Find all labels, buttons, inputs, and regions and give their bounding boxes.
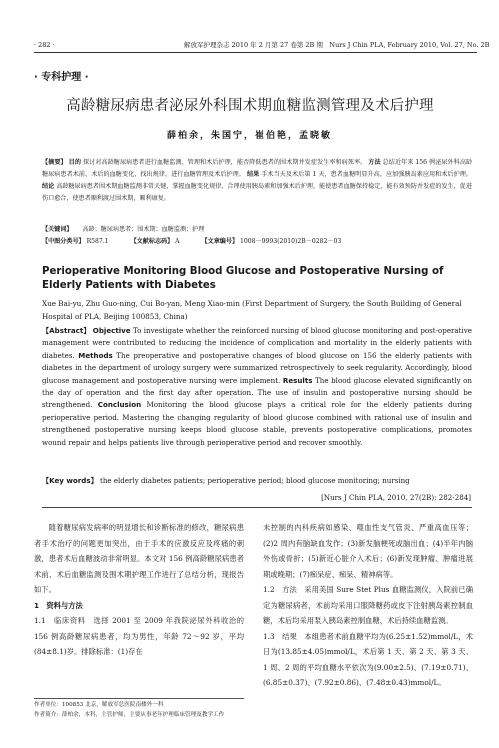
label-abstract: 【摘要】 — [42, 159, 67, 166]
result-text: 手术当天及术后第 1 天，患者血糖明显升高，应加强胰岛素应用和术后护理。 — [261, 171, 473, 178]
section-heading-materials: 1 资料与方法 — [34, 600, 83, 610]
clc-value: R587.1 — [86, 238, 109, 245]
keywords-text: 高龄；糖尿病患者；围术期；血糖监测；护理 — [82, 226, 205, 233]
citation: [Nurs J Chin PLA, 2010, 27(2B): 282-284] — [321, 493, 471, 502]
chinese-authors: 薛柏余，朱国宁，崔伯艳，孟晓敏 — [166, 131, 332, 141]
body-column-right — [263, 520, 473, 691]
objective-text-en: To investigate whether the reinforced nursing of blood glucose monitoring and post-operative management were contributed to reducing the incidence of complication and mortality in the elderly patients with diabetes. — [42, 326, 472, 360]
page-number: · 282 · — [34, 41, 55, 49]
author-footnote — [34, 698, 244, 720]
running-header — [34, 40, 490, 53]
intro-paragraph: 随着糖尿病发病率的明显增长和诊断标准的修改，糖尿病患者手术治疗的问题更加突出，由于手术的应激反应及疼痛的刺激，患者术后血糖波动非常明显。本文对 156 例高龄糖尿病患者术前、术后血糖监测及围术期护理工作进行了总结分析，现报告如下。 — [34, 523, 244, 594]
methods-text-en: The preoperative and postoperative changes of blood glucose on 156 the elderly patients with diabetes in the department of urology surgery were summarized retrospectively to seek regularity. Accordingly, blood glucose management and postoperative nursing were implement. — [42, 350, 472, 385]
results-text-en: The blood glucose elevated significantly on the day of operation and the first day after operation. The use of insulin and postoperative nursing should be strengthened. — [42, 375, 472, 410]
result-paragraph: 1.3 结果 本组患者术前血糖平均为(6.25±1.52)mmol/L，术日为(13.85±4.05)mmol/L，术后第 1 天、第 2 天、第 3 天、1 周、2 周的平均血糖水平依次为(9.00±2.5)、(7.19±0.71)、(6.85±0.37)、(7.92±0.86)、(7.48±0.43)mmol/L。 — [263, 631, 473, 687]
method-paragraph: 1.2 方法 采用美国 Sure Stet Plus 血糖监测仪，入院前已确定为糖尿病者，术前均采用口服降糖药或皮下注射胰岛素控制血糖，术后均采用泵入胰岛素控制血糖，术后持续血糖监测。 — [263, 585, 473, 625]
exclusion-paragraph: 未控制的内科疾病如感染、噬血性支气管炎、严重高血压等；(2)2 周内有脑缺血发作；(3)新发脑梗死或脑出血；(4)半年内脑外伤或骨折；(5)新近心脏介入术后；(6)新发现肿瘤、肿瘤进展期或晚期；(7)痴呆症、痴呆、精神病等。 — [263, 523, 473, 579]
author-unit: 作者单位：100853 北京，解放军总医院南楼外一科 — [34, 702, 164, 708]
label-abstract-en: 【Abstract】 — [42, 326, 91, 335]
method-text: 总结近年来 156 例泌尿外科高龄糖尿病患者术前、术后的血糖变化，找出规律，进行血糖管理及术后护理。 — [42, 159, 473, 178]
keywords-label: 【关键词】 — [42, 226, 73, 233]
doc-code-label: 【文献标志码】 — [130, 238, 174, 245]
general-data-paragraph: 1.1 临床资料 选择 2001 至 2009 年我院泌尿外科收治的 156 例高龄糖尿病患者，均为男性，年龄 72～92 岁，平均(84±8.1)岁。排除标准：(1)存在 — [34, 616, 244, 656]
english-keywords — [42, 475, 472, 487]
body-column-left — [34, 520, 244, 660]
article-no-label: 【文章编号】 — [201, 238, 239, 245]
label-objective: 目的 — [68, 159, 81, 166]
label-objective-en: Objective — [92, 326, 131, 335]
chinese-abstract — [42, 157, 472, 205]
conclusion-text: 高龄糖尿病患者围术期血糖监测非常关键，掌握血糖变化规律，合理使用胰岛素和加强术后护理，能使患者血糖保持稳定，能有效预防并发症的发生，促进伤口愈合，使患者顺利渡过围术期，顺利康复。 — [42, 183, 473, 202]
label-conclusion-en: Conclusion — [97, 400, 142, 410]
divider — [42, 507, 472, 508]
english-title: Perioperative Monitoring Blood Glucose and Postoperative Nursing of Elderly Patients with Diabetes — [42, 266, 444, 291]
label-method: 方法 — [368, 159, 381, 166]
label-results-en: Results — [282, 375, 313, 385]
section-label: · 专科护理 · — [34, 72, 89, 83]
clc-label: 【中图分类号】 — [42, 238, 85, 245]
journal-citation-header: 解放军护理杂志 2010 年 2 月第 27 卷第 2B 期 Nurs J Chin PLA, February 2010, Vol. 27, No. 2B — [184, 41, 490, 49]
english-abstract — [42, 325, 472, 449]
keywords-text-en: the elderly diabetes patients; perioperative period; blood glucose monitoring; nursing — [99, 476, 410, 485]
doc-code-value: A — [175, 238, 180, 245]
classification-line — [42, 236, 361, 245]
chinese-keywords — [42, 224, 214, 233]
label-methods-en: Methods — [78, 350, 113, 360]
label-conclusion: 结论 — [42, 183, 55, 190]
article-no-value: 1008－9993(2010)2B－0282－03 — [240, 238, 342, 245]
keywords-label-en: 【Key words】 — [42, 476, 98, 485]
english-authors: Xue Bai-yu, Zhu Guo-ning, Cui Bo-yan, Meng Xiao-min (First Department of Surgery, the South Building of General Hospital of PLA, Beijing 100853, China) — [42, 299, 462, 321]
chinese-title: 高龄糖尿病患者泌尿外科围术期血糖监测管理及术后护理 — [66, 98, 434, 114]
label-result: 结果 — [246, 171, 260, 178]
objective-text: 探讨对高龄糖尿病患者进行血糖监测、管理和术后护理，能否降低患者的围术期并发症发生率和病死率。 — [83, 159, 367, 166]
author-bio: 作者简介：薛柏余，本科，主管护师，主要从事老年护理临床管理及教学工作 — [34, 711, 225, 718]
conclusion-text-en: Monitoring the blood glucose plays a critical role for the elderly patients during perioperative period. Mastering the changing regularity of blood glucose combined with rational use of insulin and strengthened postoperative nursing keeps blood glucose stable, prevents postoperative complications, promotes wound repair and helps patients live through perioperative period and recover smoothly. — [42, 400, 472, 447]
